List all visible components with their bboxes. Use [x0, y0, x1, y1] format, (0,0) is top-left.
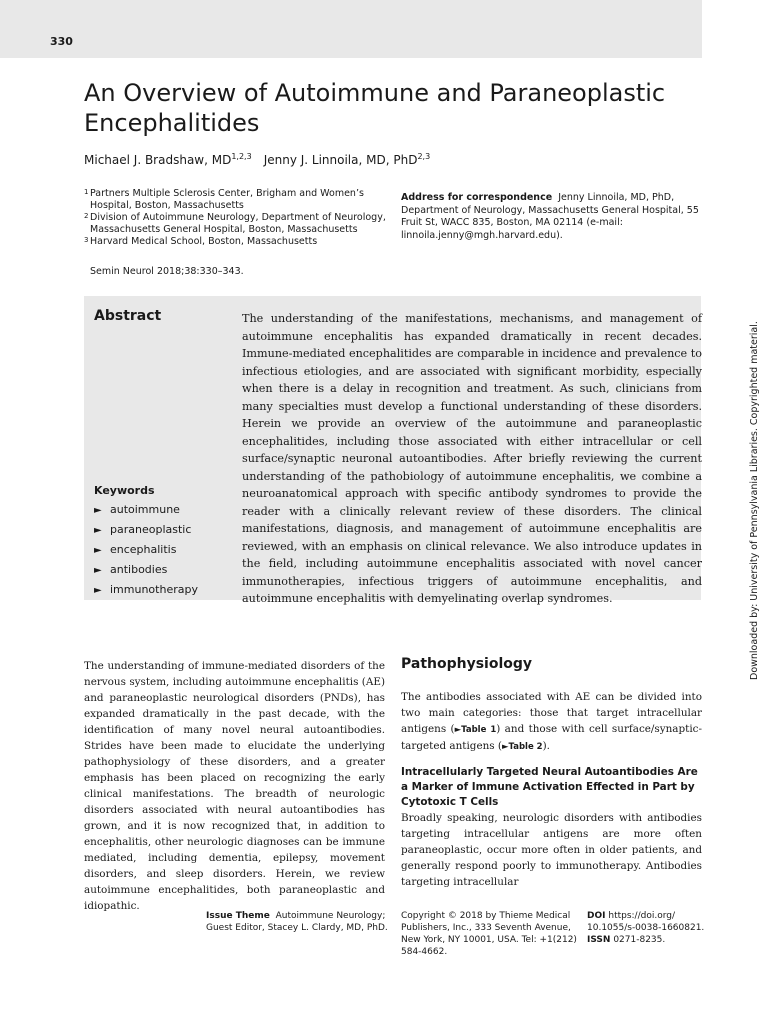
abstract-text: The understanding of the manifestations, mechanisms, and management of autoimmune encephalitis has expanded dramatically in recent decades. Immune-mediated encephalitides are comparable in incidence and prevalence to infectious etiologies, and are associated with significant morbidity, especially when there is a delay in recognition and treatment. As such, clinicians from many specialties must develop a functional understanding of these disorders. Herein we provide an overview of the autoimmune and paraneoplastic encephalitides, including those associated with either intracellular or cell surface/synaptic neuronal autoantibodies. After briefly reviewing the current understanding of the pathobiology of autoimmune encephalitis, we combine a neuroanatomical approach with specific antibody syndromes to provide the reader with a clinically relevant review of these disorders. The clinical manifestations, diagnosis, and management of autoimmune encephalitis are reviewed, with an emphasis on clinical relevance. We also introduce updates in the field, including autoimmune encephalitis associated with novel cancer immunotherapies, infectious triggers of autoimmune encephalitis, and autoimmune encephalitis with demyelinating overlap syndromes.: [242, 312, 702, 605]
doi-issn: [587, 910, 707, 946]
section-heading-pathophysiology: Pathophysiology: [401, 656, 533, 672]
arrow-icon: ►: [94, 525, 102, 536]
subsection-paragraph: Broadly speaking, neurologic disorders with antibodies targeting intracellular antigens are more often paraneoplastic, occur more often in older patients, and generally respond poorly to immunotherapy. Antibodies targeting intracellular: [401, 812, 702, 888]
author-1-name: Michael J. Bradshaw, MD: [84, 153, 232, 167]
arrow-icon: ►: [94, 565, 102, 576]
affiliation-1: 1 Partners Multiple Sclerosis Center, Brigham and Women’s Hospital, Boston, Massachusetts: [84, 188, 364, 211]
doi-label: DOI: [587, 911, 606, 921]
keyword-item: ► encephalitis: [94, 540, 198, 560]
author-2-name: Jenny J. Linnoila, MD, PhD: [263, 153, 418, 167]
keyword-item: ► antibodies: [94, 560, 198, 580]
download-notice-text: Downloaded by: University of Pennsylvania Libraries. Copyrighted material.: [749, 321, 760, 680]
correspondence-address: [401, 192, 706, 242]
affiliation-3: 3 Harvard Medical School, Boston, Massachusetts: [84, 236, 318, 247]
author-1-affil-marks: 1,2,3: [231, 152, 252, 161]
subsection-heading: Intracellularly Targeted Neural Autoantibodies Are a Marker of Immune Activation Effected in Part by Cytotoxic T Cells: [401, 766, 698, 808]
affiliation-2: 2 Division of Autoimmune Neurology, Department of Neurology, Massachusetts General Hospital, Boston, Massachusetts: [84, 212, 386, 235]
keywords-list: [94, 500, 198, 600]
pathophysiology-paragraph: The antibodies associated with AE can be divided into two main categories: those that target intracellular antigens (►Table 1) and those with cell surface/synaptic-targeted antigens (►Table 2).: [401, 691, 702, 752]
author-2-affil-marks: 2,3: [417, 152, 431, 161]
journal-citation: Semin Neurol 2018;38:330–343.: [90, 266, 244, 277]
keyword-item: ► paraneoplastic: [94, 520, 198, 540]
issn-label: ISSN: [587, 935, 611, 945]
keyword-item: ► autoimmune: [94, 500, 198, 520]
copyright-notice: Copyright © 2018 by Thieme Medical Publishers, Inc., 333 Seventh Avenue, New York, NY 10001, USA. Tel: +1(212) 584-4662.: [401, 911, 577, 957]
download-notice: [749, 321, 763, 680]
article-title: An Overview of Autoimmune and Paraneoplastic Encephalitides: [84, 79, 666, 137]
table-2-link[interactable]: ►Table 2: [501, 742, 543, 752]
keyword-item: ► immunotherapy: [94, 580, 198, 600]
issue-theme: [206, 910, 391, 934]
correspondence-text: Jenny Linnoila, MD, PhD, Department of Neurology, Massachusetts General Hospital, 55 Fruit St, WACC 835, Boston, MA 02114 (e-mail: linnoila.jenny@mgh.harvard.edu).: [401, 192, 699, 241]
arrow-icon: ►: [94, 585, 102, 596]
table-1-link[interactable]: ►Table 1: [454, 725, 497, 735]
page-number: 330: [50, 35, 73, 48]
correspondence-label: Address for correspondence: [401, 192, 553, 203]
doi-link[interactable]: https://doi.org/ 10.1055/s-0038-1660821.: [587, 911, 705, 933]
header-band: [0, 0, 702, 58]
affiliations: [84, 188, 389, 248]
author-line: [84, 152, 430, 167]
keywords-heading: Keywords: [94, 484, 155, 497]
abstract-heading: Abstract: [94, 308, 162, 324]
arrow-icon: ►: [94, 545, 102, 556]
issn-value: 0271-8235.: [613, 935, 666, 945]
issue-theme-label: Issue Theme: [206, 911, 270, 921]
arrow-icon: ►: [94, 505, 102, 516]
intro-paragraph: The understanding of immune-mediated disorders of the nervous system, including autoimmune encephalitis (AE) and paraneoplastic neurological disorders (PNDs), has expanded dramatically in the past decade, with the identification of many novel neural autoantibodies. Strides have been made to elucidate the underlying pathophysiology of these disorders, and a greater emphasis has been placed on recognizing the early clinical manifestations. The breadth of neurologic disorders associated with neural autoantibodies has grown, and it is now recognized that, in addition to encephalitis, other neurologic diagnoses can be immune mediated, including dementia, epilepsy, movement disorders, and sleep disorders. Herein, we review autoimmune encephalitides, both paraneoplastic and idiopathic.: [84, 660, 385, 912]
issue-theme-text: Autoimmune Neurology; Guest Editor, Stacey L. Clardy, MD, PhD.: [206, 911, 388, 933]
